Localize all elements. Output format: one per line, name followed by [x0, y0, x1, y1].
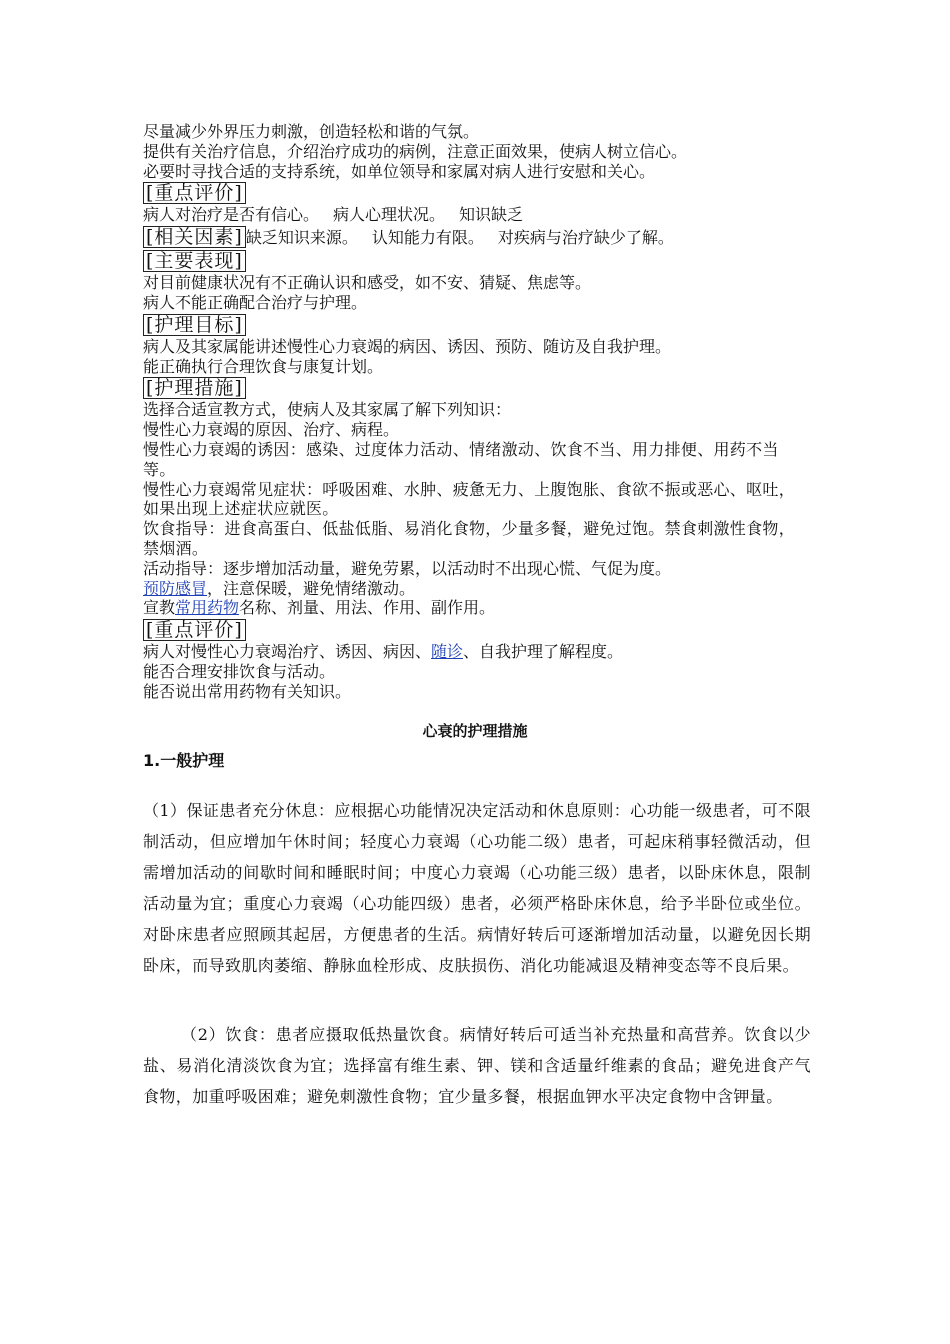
section-tag-row: [143, 181, 811, 205]
text-segment: 宣教: [143, 598, 176, 618]
text-segment: 、自我护理了解程度。: [463, 642, 624, 662]
text-line: 饮食指导：进食高蛋白、低盐低脂、易消化食物，少量多餐，避免过饱。禁食刺激性食物，禁烟酒。: [143, 519, 796, 558]
section-tag-row: [143, 225, 811, 249]
text-line: [143, 579, 811, 599]
section-tag-row: [143, 376, 811, 400]
text-line: 能正确执行合理饮食与康复计划。: [143, 356, 384, 376]
text-segment: 缺乏知识来源。: [245, 228, 358, 248]
text-line: 病人及其家属能讲述慢性心力衰竭的病因、诱因、预防、随访及自我护理。: [143, 336, 672, 356]
nursing-notes: [143, 122, 811, 702]
text-segment: ，注意保暖，避免情绪激动。: [207, 578, 416, 598]
tag-key-evaluation-2: [重点评价]: [143, 619, 246, 641]
text-segment: 病人对治疗是否有信心。: [143, 205, 320, 225]
section-tag-row: [143, 618, 811, 642]
text-segment: 病人对慢性心力衰竭治疗、诱因、病因、: [143, 642, 432, 662]
text-segment: 知识缺乏: [459, 205, 524, 225]
paragraph-diet: （2）饮食：患者应摄取低热量饮食。病情好转后可适当补充热量和高营养。饮食以少盐、易消化清淡饮食为宜；选择富有维生素、钾、镁和含适量纤维素的食品；避免进食产气食物，加重呼吸困难；避免刺激性食物；宜少量多餐，根据血钾水平决定食物中含钾量。: [143, 1025, 811, 1106]
text-line: 慢性心力衰竭的原因、治疗、病程。: [143, 420, 400, 440]
tag-related-factors: [相关因素]: [143, 226, 246, 248]
text-segment: 对疾病与治疗缺少了解。: [497, 228, 674, 248]
text-line: [143, 205, 811, 225]
text-line: 活动指导：逐步增加活动量，避免劳累，以活动时不出现心慌、气促为度。: [143, 558, 672, 578]
text-segment: 病人心理状况。: [333, 205, 446, 225]
text-line: 慢性心力衰竭的诱因：感染、过度体力活动、情绪激动、饮食不当、用力排便、用药不当等。: [143, 439, 779, 479]
tag-main-symptoms: [主要表现]: [143, 250, 246, 272]
link-follow-up[interactable]: 随诊: [431, 642, 464, 662]
tag-nursing-measures: [护理措施]: [143, 377, 246, 399]
text-line: 能否说出常用药物有关知识。: [143, 681, 352, 701]
text-line: 尽量减少外界压力刺激，创造轻松和谐的气氛。: [143, 122, 480, 141]
text-line: 对目前健康状况有不正确认识和感受，如不安、猜疑、焦虑等。: [143, 273, 592, 293]
section-title: 心衰的护理措施: [422, 722, 528, 740]
tag-nursing-goals: [护理目标]: [143, 314, 246, 336]
link-prevent-cold[interactable]: 预防感冒: [143, 578, 208, 598]
text-segment: 认知能力有限。: [371, 228, 484, 248]
paragraph-rest: （1）保证患者充分休息：应根据心功能情况决定活动和休息原则：心功能一级患者，可不限制活动，但应增加午休时间；轻度心力衰竭（心功能二级）患者，可起床稍事轻微活动，但需增加活动的间歇时间和睡眠时间；中度心力衰竭（心功能三级）患者，以卧床休息，限制活动量为宜；重度心力衰竭（心功能四级）患者，必须严格卧床休息，给予半卧位或坐位。对卧床患者应照顾其起居，方便患者的生活。病情好转后可逐渐增加活动量，以避免因长期卧床，而导致肌肉萎缩、静脉血栓形成、皮肤损伤、消化功能减退及精神变态等不良后果。: [143, 801, 811, 975]
section-subtitle: 1.一般护理: [143, 751, 225, 770]
section-tag-row: [143, 313, 811, 337]
text-line: [143, 598, 811, 618]
text-line: [143, 642, 811, 662]
text-segment: 名称、剂量、用法、作用、副作用。: [239, 598, 496, 618]
section-tag-row: [143, 249, 811, 273]
text-line: 选择合适宣教方式，使病人及其家属了解下列知识：: [143, 400, 512, 420]
text-line: 必要时寻找合适的支持系统，如单位领导和家属对病人进行安慰和关心。: [143, 161, 656, 181]
tag-key-evaluation: [重点评价]: [143, 182, 246, 204]
text-line: 能否合理安排饮食与活动。: [143, 661, 336, 681]
link-common-drugs[interactable]: 常用药物: [175, 598, 240, 618]
text-line: 慢性心力衰竭常见症状：呼吸困难、水肿、疲惫无力、上腹饱胀、食欲不振或恶心、呕吐，如果出现上述症状应就医。: [143, 479, 796, 519]
text-line: 提供有关治疗信息，介绍治疗成功的病例，注意正面效果，使病人树立信心。: [143, 141, 688, 161]
text-line: 病人不能正确配合治疗与护理。: [143, 292, 368, 312]
